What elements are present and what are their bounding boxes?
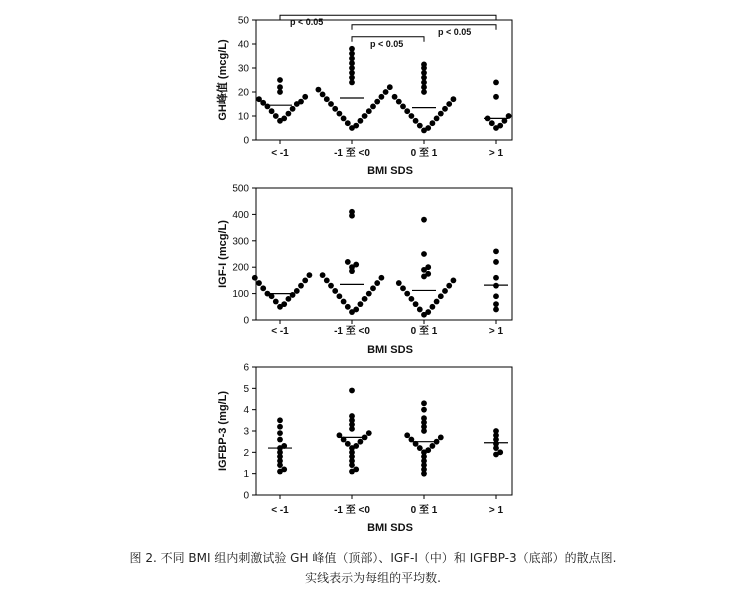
data-point — [374, 280, 380, 286]
data-point — [374, 99, 380, 105]
data-point — [281, 116, 287, 122]
y-tick-label: 40 — [237, 39, 249, 51]
data-point — [362, 113, 368, 119]
data-point — [493, 94, 499, 100]
data-point — [345, 259, 351, 265]
data-point — [256, 96, 262, 102]
y-tick-label: 5 — [243, 383, 249, 395]
data-point — [493, 275, 499, 281]
data-point — [366, 430, 372, 436]
x-category-label: < -1 — [271, 148, 289, 159]
data-point — [417, 123, 423, 129]
data-point — [446, 101, 452, 107]
data-point — [345, 441, 351, 447]
data-point — [421, 407, 427, 413]
data-point — [396, 99, 402, 105]
data-point — [430, 120, 436, 126]
data-point — [324, 278, 330, 284]
data-point — [358, 301, 364, 307]
significance-label: p < 0.05 — [290, 17, 324, 28]
data-point — [353, 467, 359, 473]
data-point — [349, 413, 355, 419]
data-point — [379, 275, 385, 281]
chart-panel-3 — [217, 363, 512, 535]
y-tick-label: 100 — [232, 289, 249, 301]
data-point — [404, 108, 410, 114]
x-category-label: -1 至 <0 — [334, 505, 370, 516]
data-point — [493, 301, 499, 307]
data-point — [358, 439, 364, 445]
x-axis-label: BMI SDS — [367, 344, 413, 356]
data-point — [493, 307, 499, 313]
y-axis-label: GH峰值 (mcg/L) — [217, 39, 229, 121]
data-point — [493, 80, 499, 86]
y-tick-label: 1 — [243, 469, 249, 481]
data-point — [434, 299, 440, 305]
data-point — [349, 209, 355, 215]
x-category-label: -1 至 <0 — [334, 148, 370, 159]
data-point — [421, 415, 427, 421]
data-point — [421, 217, 427, 223]
data-point — [404, 291, 410, 297]
data-point — [442, 288, 448, 294]
y-tick-label: 3 — [243, 426, 249, 438]
y-tick-label: 400 — [232, 209, 249, 221]
data-point — [425, 264, 431, 270]
data-point — [298, 283, 304, 289]
y-tick-label: 2 — [243, 447, 249, 459]
data-point — [493, 293, 499, 299]
data-point — [438, 293, 444, 299]
x-category-label: 0 至 1 — [410, 505, 438, 516]
data-point — [307, 272, 313, 278]
x-category-label: 0 至 1 — [410, 326, 438, 337]
data-point — [290, 106, 296, 112]
data-point — [273, 113, 279, 119]
x-category-label: > 1 — [488, 326, 504, 337]
data-point — [256, 280, 262, 286]
y-tick-label: 0 — [243, 135, 249, 147]
data-point — [277, 77, 283, 83]
data-point — [434, 116, 440, 122]
y-tick-label: 4 — [243, 405, 249, 417]
data-point — [341, 116, 347, 122]
data-point — [438, 435, 444, 441]
data-point — [451, 278, 457, 284]
data-point — [345, 304, 351, 310]
data-point — [273, 299, 279, 305]
significance-bracket — [352, 25, 496, 30]
data-point — [409, 296, 415, 302]
data-point — [425, 309, 431, 315]
figure-caption-line2: 实线表示为每组的平均数. — [305, 571, 441, 585]
data-point — [417, 445, 423, 451]
x-category-label: < -1 — [271, 326, 289, 337]
data-point — [281, 301, 287, 307]
data-point — [417, 307, 423, 313]
y-axis-label: IGF-I (mcg/L) — [217, 220, 229, 288]
data-point — [489, 120, 495, 126]
data-point — [302, 278, 308, 284]
y-tick-label: 200 — [232, 262, 249, 274]
x-category-label: > 1 — [488, 148, 504, 159]
data-point — [493, 259, 499, 265]
data-point — [349, 46, 355, 52]
data-point — [446, 283, 452, 289]
data-point — [430, 443, 436, 449]
data-point — [430, 304, 436, 310]
data-point — [362, 296, 368, 302]
data-point — [370, 104, 376, 110]
data-point — [421, 400, 427, 406]
x-axis-label: BMI SDS — [367, 522, 413, 534]
data-point — [277, 417, 283, 423]
data-point — [392, 94, 398, 100]
data-point — [332, 106, 338, 112]
data-point — [316, 87, 322, 93]
data-point — [298, 99, 304, 105]
data-point — [294, 288, 300, 294]
data-point — [400, 285, 406, 291]
data-point — [438, 111, 444, 117]
data-point — [353, 443, 359, 449]
data-point — [353, 307, 359, 313]
data-point — [387, 84, 393, 90]
data-point — [269, 108, 275, 114]
data-point — [332, 288, 338, 294]
data-point — [404, 432, 410, 438]
data-point — [358, 118, 364, 124]
plot-frame — [256, 367, 512, 495]
data-point — [328, 283, 334, 289]
data-point — [353, 262, 359, 268]
plot-frame — [256, 188, 512, 320]
y-tick-label: 50 — [237, 15, 249, 27]
chart-panel-1 — [215, 15, 512, 177]
data-point — [425, 447, 431, 453]
data-point — [324, 96, 330, 102]
y-tick-label: 20 — [237, 87, 249, 99]
data-point — [366, 108, 372, 114]
data-point — [366, 291, 372, 297]
significance-label: p < 0.05 — [438, 26, 472, 37]
data-point — [345, 120, 351, 126]
data-point — [497, 123, 503, 129]
data-point — [286, 296, 292, 302]
data-point — [341, 299, 347, 305]
data-point — [277, 84, 283, 90]
y-tick-label: 6 — [243, 362, 249, 374]
data-point — [421, 62, 427, 68]
data-point — [493, 428, 499, 434]
data-point — [425, 271, 431, 277]
y-tick-label: 0 — [243, 490, 249, 502]
y-tick-label: 0 — [243, 315, 249, 327]
data-point — [400, 104, 406, 110]
data-point — [409, 113, 415, 119]
data-point — [320, 272, 326, 278]
data-point — [413, 118, 419, 124]
x-category-label: < -1 — [271, 505, 289, 516]
data-point — [396, 280, 402, 286]
significance-label: p < 0.05 — [370, 38, 404, 49]
x-axis-label: BMI SDS — [367, 165, 413, 177]
data-point — [421, 251, 427, 257]
data-point — [290, 292, 296, 298]
data-point — [337, 111, 343, 117]
x-category-label: -1 至 <0 — [334, 326, 370, 337]
y-tick-label: 30 — [237, 63, 249, 75]
data-point — [497, 449, 503, 455]
y-tick-label: 10 — [237, 111, 249, 123]
data-point — [383, 89, 389, 95]
data-point — [320, 92, 326, 98]
data-point — [413, 301, 419, 307]
data-point — [493, 248, 499, 254]
figure-caption-line1: 图 2. 不同 BMI 组内刺激试验 GH 峰值（顶部）、IGF-I（中）和 IGFBP-3（底部）的散点图. — [129, 551, 617, 565]
data-point — [302, 94, 308, 100]
data-point — [252, 275, 258, 281]
y-tick-label: 500 — [232, 183, 249, 195]
data-point — [260, 285, 266, 291]
data-point — [286, 111, 292, 117]
data-point — [353, 123, 359, 129]
data-point — [379, 94, 385, 100]
x-category-label: > 1 — [488, 505, 504, 516]
data-point — [328, 101, 334, 107]
data-point — [277, 437, 283, 443]
data-point — [281, 467, 287, 473]
data-point — [370, 285, 376, 291]
data-point — [349, 388, 355, 394]
chart-panel-2 — [217, 184, 512, 357]
data-point — [451, 96, 457, 102]
data-point — [425, 125, 431, 131]
y-tick-label: 300 — [232, 236, 249, 248]
y-axis-label: IGFBP-3 (mg/L) — [217, 390, 229, 472]
x-category-label: 0 至 1 — [410, 148, 438, 159]
data-point — [337, 293, 343, 299]
data-point — [442, 106, 448, 112]
data-point — [277, 430, 283, 436]
data-point — [277, 424, 283, 430]
